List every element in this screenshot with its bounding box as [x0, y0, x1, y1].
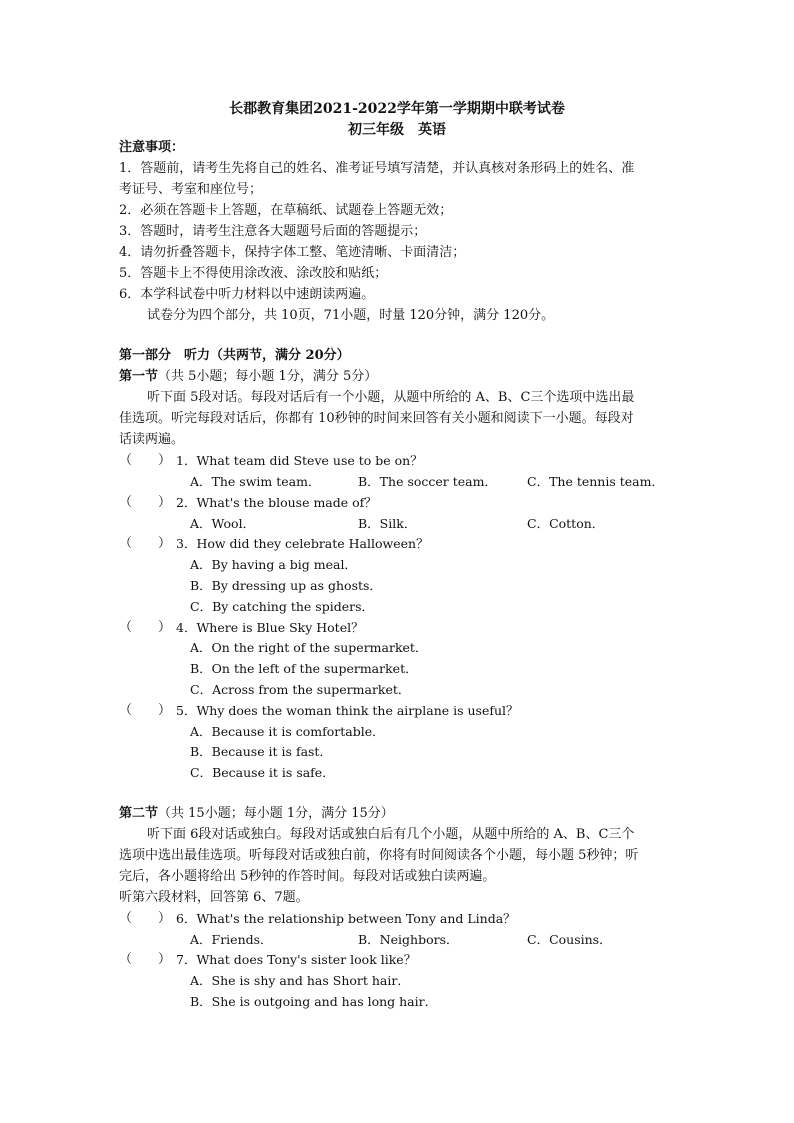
notice-heading: 注意事项： [119, 140, 185, 155]
section2-heading-row [119, 805, 394, 823]
option-b: B．Silk． [358, 516, 417, 531]
option-a: A．Because it is comfortable． [190, 724, 385, 739]
option-a: A．She is shy and has Short hair． [190, 973, 410, 988]
option-b: B．The soccer team． [358, 474, 497, 489]
option-a: A．Wool． [190, 516, 256, 531]
answer-blank: （ ） [119, 453, 172, 468]
option-a: A．On the right of the supermarket． [190, 640, 428, 655]
notice-item: 4．请勿折叠答题卡，保持字体工整、笔迹清晰、卡面清洁； [119, 245, 466, 260]
option-c: C．Across from the supermarket． [190, 682, 411, 697]
question-text: 4．Where is Blue Sky Hotel？ [176, 620, 364, 635]
answer-blank: （ ） [119, 703, 172, 718]
option-a: A．The swim team． [190, 474, 321, 489]
section1-instruction: 听下面 5段对话。每段对话后有一个小题，从题中所给的 A、B、C三个选项中选出最 [147, 390, 635, 405]
question-text: 3．How did they celebrate Halloween？ [176, 536, 429, 551]
option-c: C．Because it is safe． [190, 765, 335, 780]
notice-item: 1．答题前，请考生先将自己的姓名、准考证号填写清楚，并认真核对条形码上的姓名、准 [119, 161, 635, 176]
question-text: 2．What's the blouse made of？ [176, 495, 377, 510]
section2-instruction: 听下面 6段对话或独白。每段对话或独白后有几个小题，从题中所给的 A、B、C三个 [147, 827, 635, 842]
exam-title: 长郡教育集团2021-2022学年第一学期期中联考试卷 [229, 101, 565, 117]
option-b: B．By dressing up as ghosts． [190, 578, 382, 593]
answer-blank: （ ） [119, 495, 172, 510]
section1-note: （共 5小题；每小题 1分，满分 5分） [158, 369, 378, 384]
option-c: C．Cotton． [527, 516, 605, 531]
section1-heading: 第一节 [119, 369, 159, 384]
section1-instruction: 话读两遍。 [119, 432, 185, 447]
answer-blank: （ ） [119, 952, 172, 967]
answer-blank: （ ） [119, 620, 172, 635]
option-b: B．Because it is fast． [190, 744, 332, 759]
part1-heading: 第一部分 听力（共两节，满分 20分） [119, 348, 350, 363]
exam-subtitle: 初三年级 英语 [348, 122, 446, 138]
section1-instruction: 佳选项。听完每段对话后，你都有 10秒钟的时间来回答有关小题和阅读下一小题。每段对 [119, 411, 634, 426]
answer-blank: （ ） [119, 536, 172, 551]
question-text: 5．Why does the woman think the airplane is useful？ [176, 703, 519, 718]
option-b: B．Neighbors． [358, 932, 459, 947]
section2-note: （共 15小题；每小题 1分，满分 15分） [158, 806, 394, 821]
option-b: B．She is outgoing and has long hair． [190, 994, 438, 1009]
material-note: 听第六段材料，回答第 6、7题。 [119, 890, 309, 905]
section2-heading: 第二节 [119, 806, 159, 821]
section1-heading-row [119, 368, 377, 386]
notice-summary: 试卷分为四个部分，共 10页，71小题，时量 120分钟，满分 120分。 [147, 308, 555, 323]
answer-blank: （ ） [119, 911, 172, 926]
option-b: B．On the left of the supermarket． [190, 661, 418, 676]
notice-item: 考证号、考室和座位号； [119, 182, 263, 197]
option-a: A．Friends． [190, 932, 273, 947]
notice-item: 5．答题卡上不得使用涂改液、涂改胶和贴纸； [119, 266, 388, 281]
option-a: A．By having a big meal． [190, 557, 357, 572]
notice-item: 2．必须在答题卡上答题，在草稿纸、试题卷上答题无效； [119, 203, 453, 218]
option-c: C．Cousins． [527, 932, 612, 947]
section2-instruction: 完后，各小题将给出 5秒钟的作答时间。每段对话或独白读两遍。 [119, 869, 496, 884]
notice-item: 6．本学科试卷中听力材料以中速朗读两遍。 [119, 287, 375, 302]
question-text: 1．What team did Steve use to be on？ [176, 453, 423, 468]
question-text: 7．What does Tony's sister look like？ [176, 952, 417, 967]
option-c: C．The tennis team． [527, 474, 664, 489]
question-text: 6．What's the relationship between Tony and Linda？ [176, 911, 516, 926]
option-c: C．By catching the spiders． [190, 599, 374, 614]
section2-instruction: 选项中选出最佳选项。听每段对话或独白前，你将有时间阅读各个小题，每小题 5秒钟；听 [119, 848, 639, 863]
notice-item: 3．答题时，请考生注意各大题题号后面的答题提示； [119, 224, 427, 239]
